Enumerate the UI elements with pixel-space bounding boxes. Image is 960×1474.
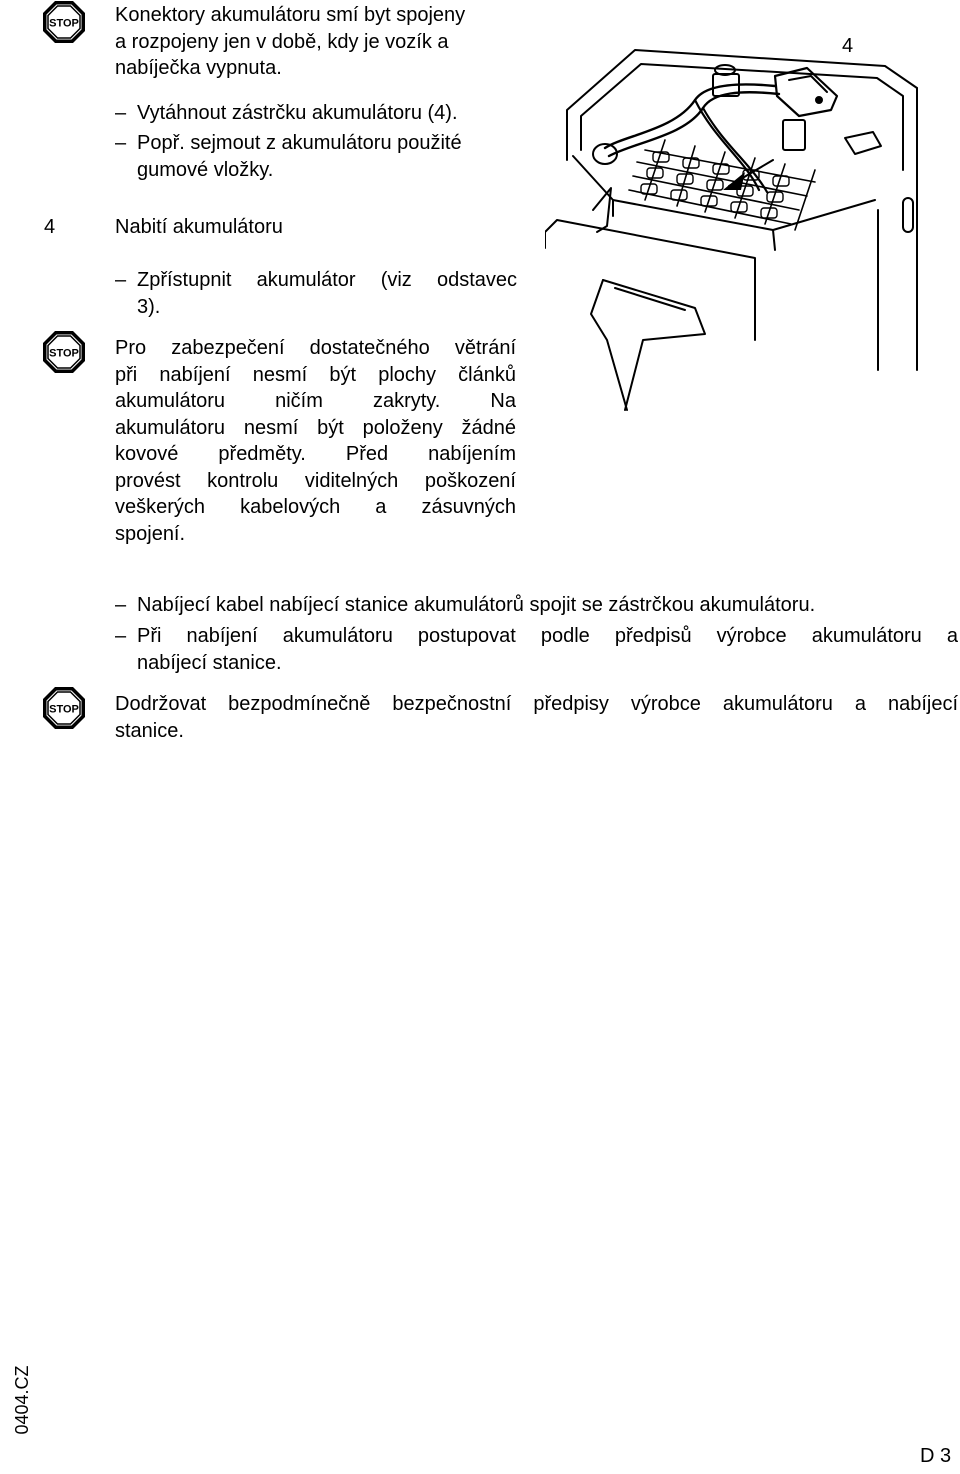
step-line: nabíjecí stanice. [137, 651, 282, 674]
step-dash: – [115, 269, 127, 291]
warning-line: veškerých kabelových a zásuvných [115, 496, 516, 518]
warning-line: spojení. [115, 522, 186, 545]
stop-sign-label: STOP [49, 703, 79, 716]
section-title: Nabití akumulátoru [115, 216, 283, 238]
figure-callout: 4 [842, 35, 854, 57]
warning-text [115, 691, 958, 744]
step-dash: – [115, 625, 127, 647]
page-number: D 3 [920, 1445, 952, 1467]
stop-sign-icon [42, 330, 86, 374]
warning-line: provést kontrolu viditelných poškození [115, 469, 516, 492]
step-text: Vytáhnout zástrčku akumulátoru (4). [137, 102, 458, 124]
step-text: Nabíjecí kabel nabíjecí stanice akumulátorů spojit se zástrčkou akumulátoru. [137, 594, 816, 616]
warning-line: Dodržovat bezpodmínečně bezpečnostní předpisy výrobce akumulátoru a nabíjecí [115, 693, 958, 715]
warning-line: stanice. [115, 719, 184, 742]
step-line: Při nabíjení akumulátoru postupovat podle předpisů výrobce akumulátoru a [137, 625, 958, 647]
step-line: gumové vložky. [137, 158, 274, 181]
step-line: 3). [137, 295, 161, 318]
battery-connector-illustration [545, 40, 940, 420]
step-dash: – [115, 132, 127, 154]
section-number: 4 [44, 216, 56, 238]
warning-line: akumulátoru nesmí být položeny žádné [115, 416, 516, 439]
warning-line: Konektory akumulátoru smí byt spojeny [115, 4, 466, 26]
warning-line: kovové předměty. Před nabíjením [115, 443, 516, 465]
stop-sign-label: STOP [49, 17, 79, 30]
step-dash: – [115, 102, 127, 124]
doc-code: 0404.CZ [12, 1365, 32, 1435]
stop-sign-icon [42, 0, 86, 44]
warning-line: Pro zabezpečení dostatečného větrání [115, 337, 516, 359]
step-dash: – [115, 594, 127, 616]
step-text [137, 623, 958, 676]
step-text [137, 267, 517, 320]
warning-text [115, 335, 516, 547]
warning-line: akumulátoru ničím zakryty. Na [115, 390, 516, 412]
warning-text [115, 2, 535, 82]
warning-line: a rozpojeny jen v době, kdy je vozík a [115, 30, 449, 53]
warning-line: nabíječka vypnuta. [115, 57, 282, 79]
step-line: Zpřístupnit akumulátor (viz odstavec [137, 269, 517, 291]
step-line: Popř. sejmout z akumulátoru použité [137, 132, 462, 154]
warning-line: při nabíjení nesmí být plochy článků [115, 363, 516, 386]
stop-sign-label: STOP [49, 347, 79, 360]
stop-sign-icon [42, 686, 86, 730]
step-text [137, 130, 537, 183]
